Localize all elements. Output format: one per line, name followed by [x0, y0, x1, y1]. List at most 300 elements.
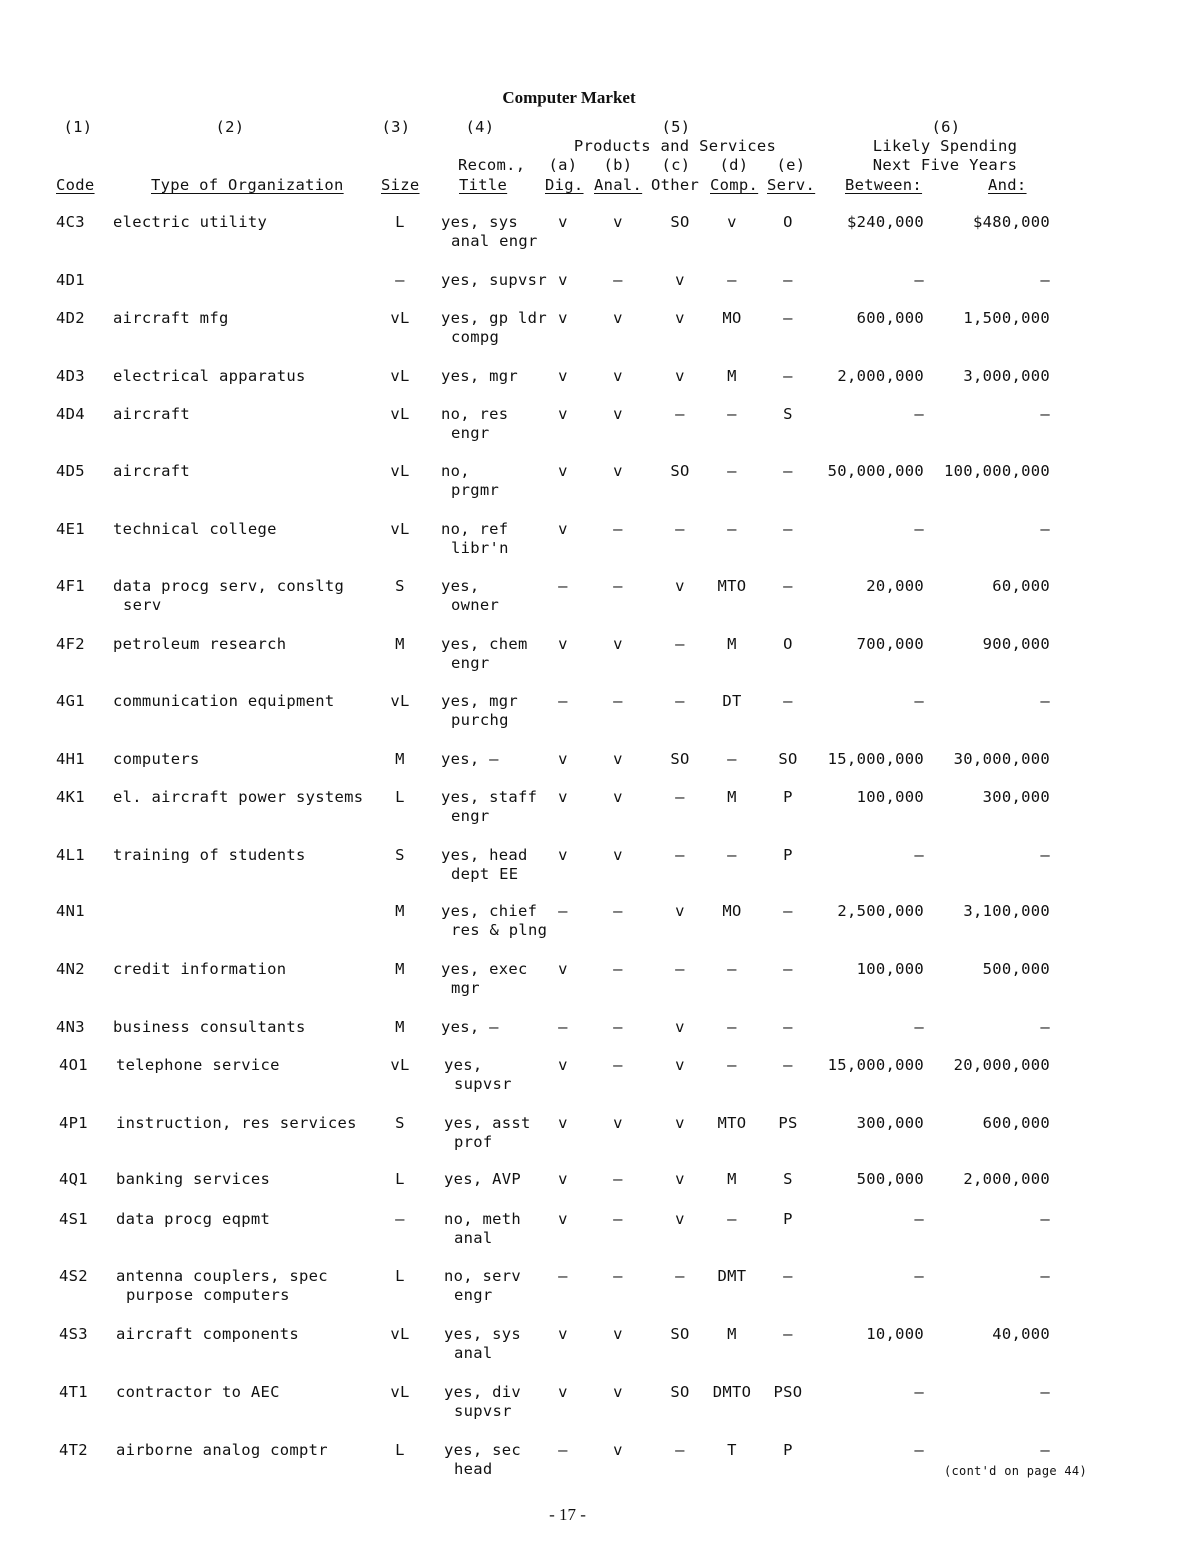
code-cell: 4S1	[59, 1210, 88, 1228]
digital-cell: –	[558, 1018, 568, 1036]
sub-b-heading: (b)	[603, 156, 633, 174]
title-cell: yes, mgr	[441, 367, 519, 385]
title-cell-continued: supvsr	[454, 1402, 512, 1420]
spending-and-cell: 900,000	[982, 635, 1050, 653]
title-cell-continued: anal	[454, 1229, 493, 1247]
page-number: - 17 -	[549, 1505, 586, 1524]
other-cell: –	[675, 405, 685, 423]
table-row	[0, 902, 1188, 942]
components-cell: –	[727, 405, 737, 423]
analog-cell: –	[613, 577, 623, 595]
analog-cell: v	[613, 846, 623, 864]
table-row	[0, 1210, 1188, 1250]
between-heading: Between:	[845, 176, 923, 194]
size-cell: L	[395, 213, 405, 231]
table-row	[0, 846, 1188, 886]
title-cell: no, serv	[444, 1267, 522, 1285]
digital-cell: v	[558, 1325, 568, 1343]
services-cell: –	[783, 462, 793, 480]
components-cell: –	[727, 1056, 737, 1074]
type-of-organization-heading: Type of Organization	[151, 176, 344, 194]
code-cell: 4S3	[59, 1325, 88, 1343]
digital-cell: v	[558, 213, 568, 231]
analog-cell: v	[613, 750, 623, 768]
title-cell: yes, sys	[444, 1325, 522, 1343]
services-cell: –	[783, 692, 793, 710]
code-cell: 4L1	[56, 846, 85, 864]
organization-type: training of students	[113, 846, 306, 864]
organization-type: electrical apparatus	[113, 367, 306, 385]
services-cell: O	[783, 635, 793, 653]
digital-cell: v	[558, 1170, 568, 1188]
organization-type: communication equipment	[113, 692, 335, 710]
services-cell: –	[783, 1325, 793, 1343]
other-cell: SO	[670, 462, 690, 480]
code-cell: 4O1	[59, 1056, 88, 1074]
spending-between-cell: –	[914, 1018, 924, 1036]
services-cell: PSO	[773, 1383, 803, 1401]
spending-between-cell: –	[914, 271, 924, 289]
next-five-years-heading: Next Five Years	[872, 156, 1018, 174]
spending-between-cell: 20,000	[866, 577, 924, 595]
components-cell: MO	[722, 309, 742, 327]
analog-cell: v	[613, 309, 623, 327]
organization-type: aircraft mfg	[113, 309, 229, 327]
organization-type: petroleum research	[113, 635, 287, 653]
services-cell: –	[783, 367, 793, 385]
services-cell: SO	[778, 750, 798, 768]
spending-and-cell: –	[1040, 692, 1050, 710]
other-cell: SO	[670, 213, 690, 231]
components-cell: MTO	[717, 1114, 747, 1132]
title-cell-continued: purchg	[451, 711, 509, 729]
title-cell: no, meth	[444, 1210, 522, 1228]
spending-and-cell: –	[1040, 1267, 1050, 1285]
code-cell: 4S2	[59, 1267, 88, 1285]
title-cell: yes, supvsr	[441, 271, 547, 289]
spending-and-cell: –	[1040, 520, 1050, 538]
components-cell: –	[727, 462, 737, 480]
sub-a-heading: (a)	[548, 156, 578, 174]
services-cell: S	[783, 405, 793, 423]
other-cell: –	[675, 788, 685, 806]
table-row	[0, 367, 1188, 407]
other-cell: v	[675, 902, 685, 920]
anal-heading: Anal.	[594, 176, 643, 194]
spending-between-cell: –	[914, 692, 924, 710]
components-cell: –	[727, 750, 737, 768]
table-row	[0, 520, 1188, 560]
table-row	[0, 692, 1188, 732]
spending-between-cell: –	[914, 1441, 924, 1459]
spending-and-cell: $480,000	[972, 213, 1050, 231]
components-cell: –	[727, 520, 737, 538]
spending-between-cell: 15,000,000	[827, 1056, 924, 1074]
code-cell: 4C3	[56, 213, 85, 231]
analog-cell: v	[613, 405, 623, 423]
digital-cell: –	[558, 692, 568, 710]
size-cell: M	[395, 902, 405, 920]
code-cell: 4Q1	[59, 1170, 88, 1188]
analog-cell: –	[613, 960, 623, 978]
organization-type: computers	[113, 750, 200, 768]
services-cell: –	[783, 577, 793, 595]
sub-e-heading: (e)	[776, 156, 806, 174]
table-row	[0, 635, 1188, 675]
continuation-note: (cont'd on page 44)	[944, 1464, 1087, 1478]
title-cell-continued: supvsr	[454, 1075, 512, 1093]
dig-heading: Dig.	[545, 176, 584, 194]
code-cell: 4D5	[56, 462, 85, 480]
services-cell: –	[783, 271, 793, 289]
spending-between-cell: 2,500,000	[837, 902, 924, 920]
title-cell: yes, –	[441, 750, 499, 768]
title-cell: yes, exec	[441, 960, 528, 978]
code-cell: 4N1	[56, 902, 85, 920]
organization-type: instruction, res services	[116, 1114, 357, 1132]
organization-type: aircraft	[113, 462, 191, 480]
organization-type: business consultants	[113, 1018, 306, 1036]
other-cell: –	[675, 1441, 685, 1459]
components-cell: DT	[722, 692, 742, 710]
spending-and-cell: –	[1040, 405, 1050, 423]
other-cell: –	[675, 520, 685, 538]
recom-heading: Recom.,	[458, 156, 526, 174]
spending-between-cell: 15,000,000	[827, 750, 924, 768]
services-cell: PS	[778, 1114, 798, 1132]
title-cell: yes, sys	[441, 213, 519, 231]
and-heading: And:	[988, 176, 1027, 194]
title-cell: yes, staff	[441, 788, 538, 806]
spending-between-cell: 600,000	[856, 309, 924, 327]
code-cell: 4D1	[56, 271, 85, 289]
services-cell: –	[783, 902, 793, 920]
organization-type: airborne analog comptr	[116, 1441, 328, 1459]
other-cell: v	[675, 367, 685, 385]
digital-cell: v	[558, 367, 568, 385]
analog-cell: v	[613, 1383, 623, 1401]
size-cell: L	[395, 788, 405, 806]
code-cell: 4N2	[56, 960, 85, 978]
spending-and-cell: 3,100,000	[963, 902, 1050, 920]
table-row	[0, 1018, 1188, 1058]
title-cell: yes,	[444, 1056, 483, 1074]
analog-cell: v	[613, 367, 623, 385]
spending-between-cell: –	[914, 1210, 924, 1228]
components-cell: –	[727, 271, 737, 289]
size-cell: vL	[390, 1325, 410, 1343]
title-cell: yes, chem	[441, 635, 528, 653]
size-cell: S	[395, 577, 405, 595]
code-cell: 4D2	[56, 309, 85, 327]
title-cell-continued: engr	[451, 424, 490, 442]
spending-and-cell: 40,000	[992, 1325, 1050, 1343]
components-cell: DMT	[717, 1267, 747, 1285]
digital-cell: v	[558, 846, 568, 864]
spending-and-cell: 300,000	[982, 788, 1050, 806]
digital-cell: v	[558, 309, 568, 327]
other-cell: v	[675, 1170, 685, 1188]
products-services-heading: Products and Services	[573, 137, 777, 155]
services-cell: P	[783, 846, 793, 864]
title-cell-continued: anal engr	[451, 232, 538, 250]
spending-between-cell: 50,000,000	[827, 462, 924, 480]
title-cell-continued: engr	[451, 807, 490, 825]
components-cell: T	[727, 1441, 737, 1459]
title-cell: no,	[441, 462, 470, 480]
spending-and-cell: 100,000,000	[944, 462, 1050, 480]
col-number-5: (5)	[661, 118, 691, 136]
table-row	[0, 309, 1188, 349]
other-cell: –	[675, 846, 685, 864]
digital-cell: v	[558, 1383, 568, 1401]
organization-type: credit information	[113, 960, 287, 978]
spending-between-cell: 10,000	[866, 1325, 924, 1343]
table-row	[0, 271, 1188, 311]
title-heading: Title	[459, 176, 508, 194]
sub-c-heading: (c)	[661, 156, 691, 174]
spending-and-cell: 20,000,000	[953, 1056, 1050, 1074]
components-cell: M	[727, 1325, 737, 1343]
organization-type: antenna couplers, spec	[116, 1267, 328, 1285]
services-cell: –	[783, 960, 793, 978]
size-cell: vL	[390, 367, 410, 385]
digital-cell: v	[558, 960, 568, 978]
size-cell: vL	[390, 309, 410, 327]
organization-type: aircraft components	[116, 1325, 300, 1343]
title-cell-continued: owner	[451, 596, 500, 614]
code-cell: 4T2	[59, 1441, 88, 1459]
title-cell: yes, mgr	[441, 692, 519, 710]
spending-and-cell: 60,000	[992, 577, 1050, 595]
spending-between-cell: 300,000	[856, 1114, 924, 1132]
spending-and-cell: –	[1040, 1210, 1050, 1228]
title-cell: yes, head	[441, 846, 528, 864]
services-cell: P	[783, 1210, 793, 1228]
size-cell: L	[395, 1170, 405, 1188]
analog-cell: –	[613, 1056, 623, 1074]
components-cell: v	[727, 213, 737, 231]
services-cell: S	[783, 1170, 793, 1188]
table-row	[0, 960, 1188, 1000]
size-cell: vL	[390, 520, 410, 538]
analog-cell: –	[613, 520, 623, 538]
title-cell: yes,	[441, 577, 480, 595]
size-cell: vL	[390, 462, 410, 480]
spending-between-cell: 100,000	[856, 960, 924, 978]
sub-d-heading: (d)	[719, 156, 749, 174]
code-cell: 4K1	[56, 788, 85, 806]
table-row	[0, 1056, 1188, 1096]
spending-between-cell: –	[914, 405, 924, 423]
spending-and-cell: –	[1040, 1441, 1050, 1459]
col-number-3: (3)	[381, 118, 411, 136]
other-cell: v	[675, 577, 685, 595]
other-cell: SO	[670, 1383, 690, 1401]
other-cell: –	[675, 635, 685, 653]
other-cell: v	[675, 309, 685, 327]
size-cell: vL	[390, 1383, 410, 1401]
title-cell: yes, chief	[441, 902, 538, 920]
title-cell: yes, asst	[444, 1114, 531, 1132]
col-number-6: (6)	[931, 118, 961, 136]
col-number-1: (1)	[63, 118, 93, 136]
serv-heading: Serv.	[767, 176, 816, 194]
size-cell: M	[395, 960, 405, 978]
digital-cell: –	[558, 1441, 568, 1459]
digital-cell: v	[558, 1114, 568, 1132]
likely-spending-heading: Likely Spending	[872, 137, 1018, 155]
analog-cell: –	[613, 271, 623, 289]
organization-type: contractor to AEC	[116, 1383, 280, 1401]
organization-type: electric utility	[113, 213, 268, 231]
spending-and-cell: 3,000,000	[963, 367, 1050, 385]
title-cell: yes, AVP	[444, 1170, 522, 1188]
digital-cell: –	[558, 902, 568, 920]
components-cell: MTO	[717, 577, 747, 595]
table-row	[0, 750, 1188, 790]
title-cell: yes, div	[444, 1383, 522, 1401]
analog-cell: –	[613, 692, 623, 710]
components-cell: M	[727, 1170, 737, 1188]
organization-type: telephone service	[116, 1056, 280, 1074]
title-cell: yes, –	[441, 1018, 499, 1036]
components-cell: –	[727, 1018, 737, 1036]
digital-cell: –	[558, 1267, 568, 1285]
spending-between-cell: –	[914, 1383, 924, 1401]
spending-and-cell: 1,500,000	[963, 309, 1050, 327]
col-number-4: (4)	[465, 118, 495, 136]
digital-cell: v	[558, 1056, 568, 1074]
spending-and-cell: 2,000,000	[963, 1170, 1050, 1188]
analog-cell: v	[613, 1441, 623, 1459]
analog-cell: –	[613, 1018, 623, 1036]
table-row	[0, 1325, 1188, 1365]
spending-between-cell: 500,000	[856, 1170, 924, 1188]
title-cell-continued: anal	[454, 1344, 493, 1362]
page-title: Computer Market	[502, 88, 636, 107]
other-cell: –	[675, 960, 685, 978]
size-cell: M	[395, 635, 405, 653]
spending-between-cell: –	[914, 520, 924, 538]
digital-cell: v	[558, 462, 568, 480]
code-cell: 4D4	[56, 405, 85, 423]
organization-type: aircraft	[113, 405, 191, 423]
spending-and-cell: 500,000	[982, 960, 1050, 978]
size-cell: vL	[390, 405, 410, 423]
title-cell: yes, gp ldr	[441, 309, 547, 327]
digital-cell: –	[558, 577, 568, 595]
title-cell: no, ref	[441, 520, 509, 538]
code-cell: 4N3	[56, 1018, 85, 1036]
components-cell: M	[727, 635, 737, 653]
services-cell: –	[783, 520, 793, 538]
table-row	[0, 462, 1188, 502]
table-row	[0, 1267, 1188, 1307]
code-cell: 4F1	[56, 577, 85, 595]
analog-cell: v	[613, 213, 623, 231]
analog-cell: v	[613, 1114, 623, 1132]
organization-type: el. aircraft power systems	[113, 788, 364, 806]
other-cell: v	[675, 1018, 685, 1036]
services-cell: P	[783, 788, 793, 806]
analog-cell: v	[613, 1325, 623, 1343]
size-cell: vL	[390, 1056, 410, 1074]
size-cell: –	[395, 1210, 405, 1228]
spending-between-cell: –	[914, 846, 924, 864]
code-cell: 4P1	[59, 1114, 88, 1132]
title-cell-continued: res & plng	[451, 921, 548, 939]
code-cell: 4D3	[56, 367, 85, 385]
table-row	[0, 788, 1188, 828]
title-cell: yes, sec	[444, 1441, 522, 1459]
components-cell: M	[727, 788, 737, 806]
analog-cell: –	[613, 1267, 623, 1285]
code-heading: Code	[56, 176, 95, 194]
components-cell: –	[727, 1210, 737, 1228]
other-cell: v	[675, 1056, 685, 1074]
table-row	[0, 1383, 1188, 1423]
other-cell: SO	[670, 750, 690, 768]
components-cell: M	[727, 367, 737, 385]
organization-type-continued: purpose computers	[126, 1286, 290, 1304]
table-row	[0, 1170, 1188, 1210]
code-cell: 4H1	[56, 750, 85, 768]
spending-between-cell: 700,000	[856, 635, 924, 653]
spending-and-cell: –	[1040, 271, 1050, 289]
spending-and-cell: –	[1040, 1383, 1050, 1401]
col-number-2: (2)	[215, 118, 245, 136]
other-cell: –	[675, 1267, 685, 1285]
components-cell: MO	[722, 902, 742, 920]
size-cell: L	[395, 1441, 405, 1459]
services-cell: O	[783, 213, 793, 231]
analog-cell: –	[613, 902, 623, 920]
code-cell: 4E1	[56, 520, 85, 538]
title-cell: no, res	[441, 405, 509, 423]
organization-type: data procg serv, consltg	[113, 577, 345, 595]
other-heading: Other	[651, 176, 700, 194]
code-cell: 4G1	[56, 692, 85, 710]
title-cell-continued: mgr	[451, 979, 480, 997]
services-cell: –	[783, 1018, 793, 1036]
code-cell: 4F2	[56, 635, 85, 653]
digital-cell: v	[558, 788, 568, 806]
title-cell-continued: engr	[451, 654, 490, 672]
services-cell: –	[783, 1056, 793, 1074]
table-row	[0, 577, 1188, 617]
digital-cell: v	[558, 520, 568, 538]
code-cell: 4T1	[59, 1383, 88, 1401]
title-cell-continued: prof	[454, 1133, 493, 1151]
spending-and-cell: 30,000,000	[953, 750, 1050, 768]
title-cell-continued: engr	[454, 1286, 493, 1304]
other-cell: v	[675, 271, 685, 289]
size-cell: S	[395, 846, 405, 864]
comp-heading: Comp.	[710, 176, 759, 194]
table-row	[0, 405, 1188, 445]
components-cell: DMTO	[712, 1383, 752, 1401]
title-cell-continued: prgmr	[451, 481, 500, 499]
analog-cell: v	[613, 462, 623, 480]
size-cell: vL	[390, 692, 410, 710]
size-cell: M	[395, 1018, 405, 1036]
analog-cell: v	[613, 788, 623, 806]
spending-and-cell: –	[1040, 1018, 1050, 1036]
organization-type: data procg eqpmt	[116, 1210, 271, 1228]
table-row	[0, 1114, 1188, 1154]
other-cell: v	[675, 1114, 685, 1132]
